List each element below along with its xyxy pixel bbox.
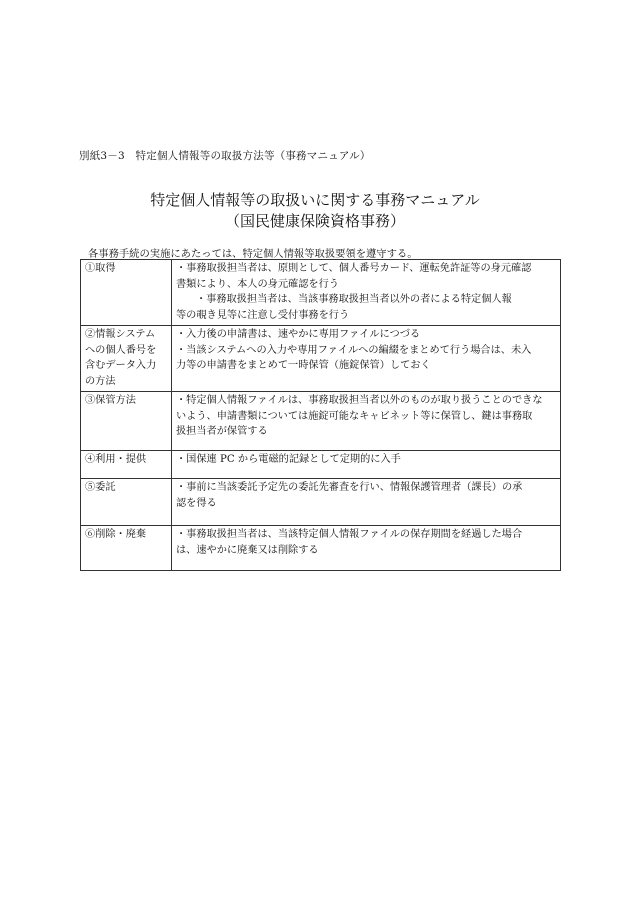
document-title: 特定個人情報等の取扱いに関する事務マニュアル bbox=[150, 191, 480, 209]
content-line: ・事務取扱担当者は、当該特定個人情報ファイルの保存期間を経過した場合 bbox=[176, 529, 523, 540]
table-row bbox=[81, 326, 561, 392]
table-row bbox=[81, 451, 561, 479]
document-subtitle: （国民健康保険資格事務） bbox=[224, 212, 405, 230]
content-line: 認を得る bbox=[176, 497, 217, 509]
row-content bbox=[172, 260, 561, 326]
content-line: ・国保連 PC から電磁的記録として定期的に入手 bbox=[176, 454, 401, 465]
row-content bbox=[172, 326, 561, 392]
row-label-line: ③保管方法 bbox=[85, 395, 136, 406]
content-line: 力等の申請書をまとめて一時保管（施錠保管）しておく bbox=[176, 360, 431, 371]
content-line: ・当該システムへの入力や専用ファイルへの編綴をまとめて行う場合は、未入 bbox=[176, 344, 532, 356]
row-content bbox=[172, 392, 561, 451]
row-label bbox=[81, 326, 172, 392]
row-label bbox=[81, 260, 172, 326]
content-line: は、速やかに廃棄又は削除する bbox=[176, 544, 319, 556]
manual-table bbox=[80, 259, 561, 571]
row-label-line: ⑤委託 bbox=[85, 482, 116, 493]
row-content bbox=[172, 526, 561, 571]
document-header: 別紙3－3 特定個人情報等の取扱方法等（事務マニュアル） bbox=[79, 150, 371, 162]
content-line: ・事務取扱担当者は、当該事務取扱担当者以外の者による特定個人報 bbox=[196, 294, 512, 305]
content-line: ・特定個人情報ファイルは、事務取扱担当者以外のものが取り扱うことのできな bbox=[176, 395, 543, 406]
table-row bbox=[81, 526, 561, 571]
row-label bbox=[81, 479, 172, 526]
row-label-line: ④利用・提供 bbox=[85, 454, 147, 465]
row-label-line: への個人番号を bbox=[85, 344, 157, 356]
table-row bbox=[81, 479, 561, 526]
content-line: 等の覗き見等に注意し受付事務を行う bbox=[176, 309, 350, 321]
row-label bbox=[81, 392, 172, 451]
table-row bbox=[81, 260, 561, 326]
row-label-line: ⑥削除・廃棄 bbox=[85, 529, 147, 540]
row-label-line: ①取得 bbox=[85, 263, 116, 274]
content-line: ・入力後の申請書は、速やかに専用ファイルにつづる bbox=[176, 329, 421, 340]
row-label bbox=[81, 451, 172, 479]
content-line: ・事前に当該委託予定先の委託先審査を行い、情報保護管理者（課長）の承 bbox=[176, 482, 523, 493]
row-content bbox=[172, 451, 561, 479]
content-line: いよう、申請書類については施錠可能なキャビネット等に保管し、鍵は事務取 bbox=[176, 410, 533, 422]
row-label-line: ②情報システム bbox=[85, 329, 156, 340]
row-label bbox=[81, 526, 172, 571]
table-row bbox=[81, 392, 561, 451]
row-label-line: の方法 bbox=[85, 375, 116, 387]
row-label-line: 含むデータ入力 bbox=[85, 360, 157, 371]
row-content bbox=[172, 479, 561, 526]
content-line: 扱担当者が保管する bbox=[176, 426, 268, 437]
content-line: ・事務取扱担当者は、原則として、個人番号カード、運転免許証等の身元確認 bbox=[176, 263, 532, 274]
intro-text: 各事務手続の実施にあたっては、特定個人情報等取扱要領を遵守する。 bbox=[88, 248, 418, 260]
content-line: 書類により、本人の身元確認を行う bbox=[176, 278, 339, 290]
